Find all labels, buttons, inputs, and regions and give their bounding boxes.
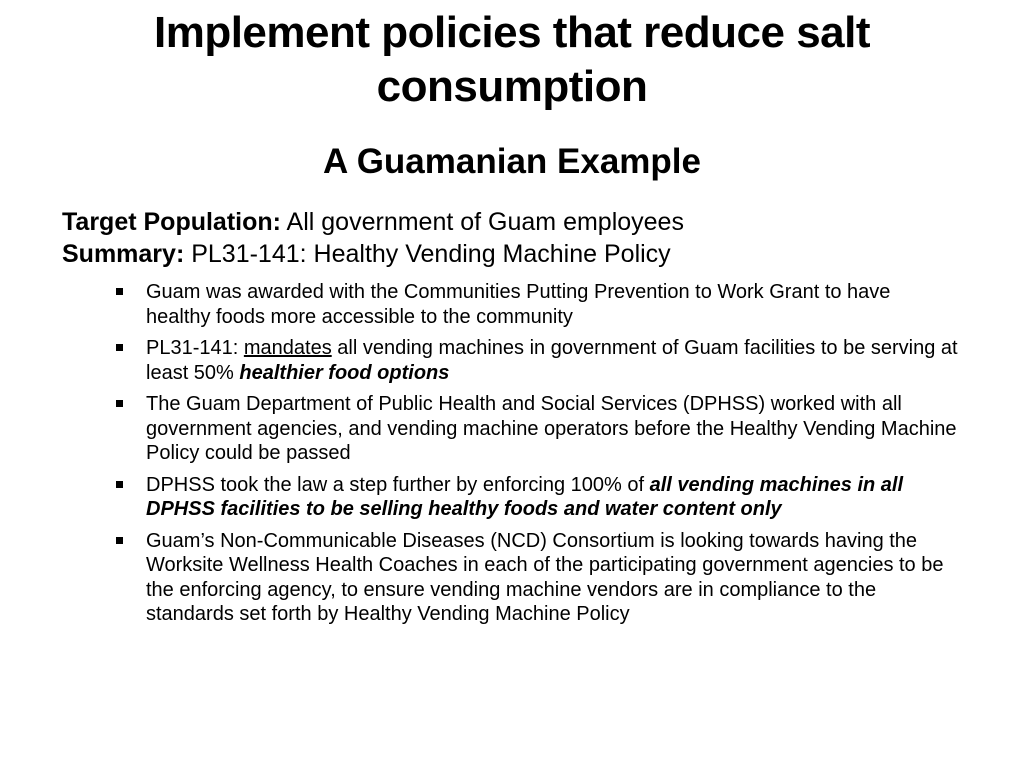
target-population-label: Target Population: <box>62 208 281 236</box>
target-population-value: All government of Guam employees <box>280 208 684 236</box>
list-item <box>110 473 960 522</box>
summary-line <box>62 238 962 270</box>
underlined-text: mandates <box>243 337 332 359</box>
bullet-text: Guam was awarded with the Communities Putting Prevention to Work Grant to have healthy foods more accessible to the community <box>146 281 891 328</box>
slide-subtitle: A Guamanian Example <box>323 142 701 181</box>
bullet-text: Guam’s Non-Communicable Diseases (NCD) Consortium is looking towards having the Worksite Wellness Health Coaches in each of the participating government agencies to be the enforcing agency, to ensure vending machine vendors are in compliance to the standards set forth by Healthy Vending Machine Policy <box>146 529 944 625</box>
bullet-text: The Guam Department of Public Health and Social Services (DPHSS) worked with all government agencies, and vending machine operators before the Healthy Vending Machine Policy could be passed <box>146 393 957 464</box>
square-bullet-icon <box>116 537 123 544</box>
summary-label: Summary: <box>62 240 185 268</box>
list-item <box>110 336 960 385</box>
target-population-line <box>62 206 962 238</box>
list-item <box>110 529 960 627</box>
summary-value: PL31-141: Healthy Vending Machine Policy <box>184 240 671 268</box>
square-bullet-icon <box>116 288 123 295</box>
bullet-text: all vending machines in government of Guam facilities to be serving at least 50% <box>146 337 958 384</box>
list-item <box>110 392 960 466</box>
square-bullet-icon <box>116 400 123 407</box>
intro-block <box>62 206 962 270</box>
bullet-text: PL31-141: <box>146 337 244 359</box>
bullet-list <box>110 280 960 634</box>
emphasis-text: all vending machines in all DPHSS facilities to be selling healthy foods and water content only <box>146 473 904 520</box>
list-item <box>110 280 960 329</box>
bullet-text: DPHSS took the law a step further by enforcing 100% of <box>146 473 650 496</box>
emphasis-text: healthier food options <box>239 361 450 384</box>
square-bullet-icon <box>116 481 123 488</box>
slide-title: Implement policies that reduce salt consumption <box>153 8 871 111</box>
square-bullet-icon <box>116 344 123 351</box>
